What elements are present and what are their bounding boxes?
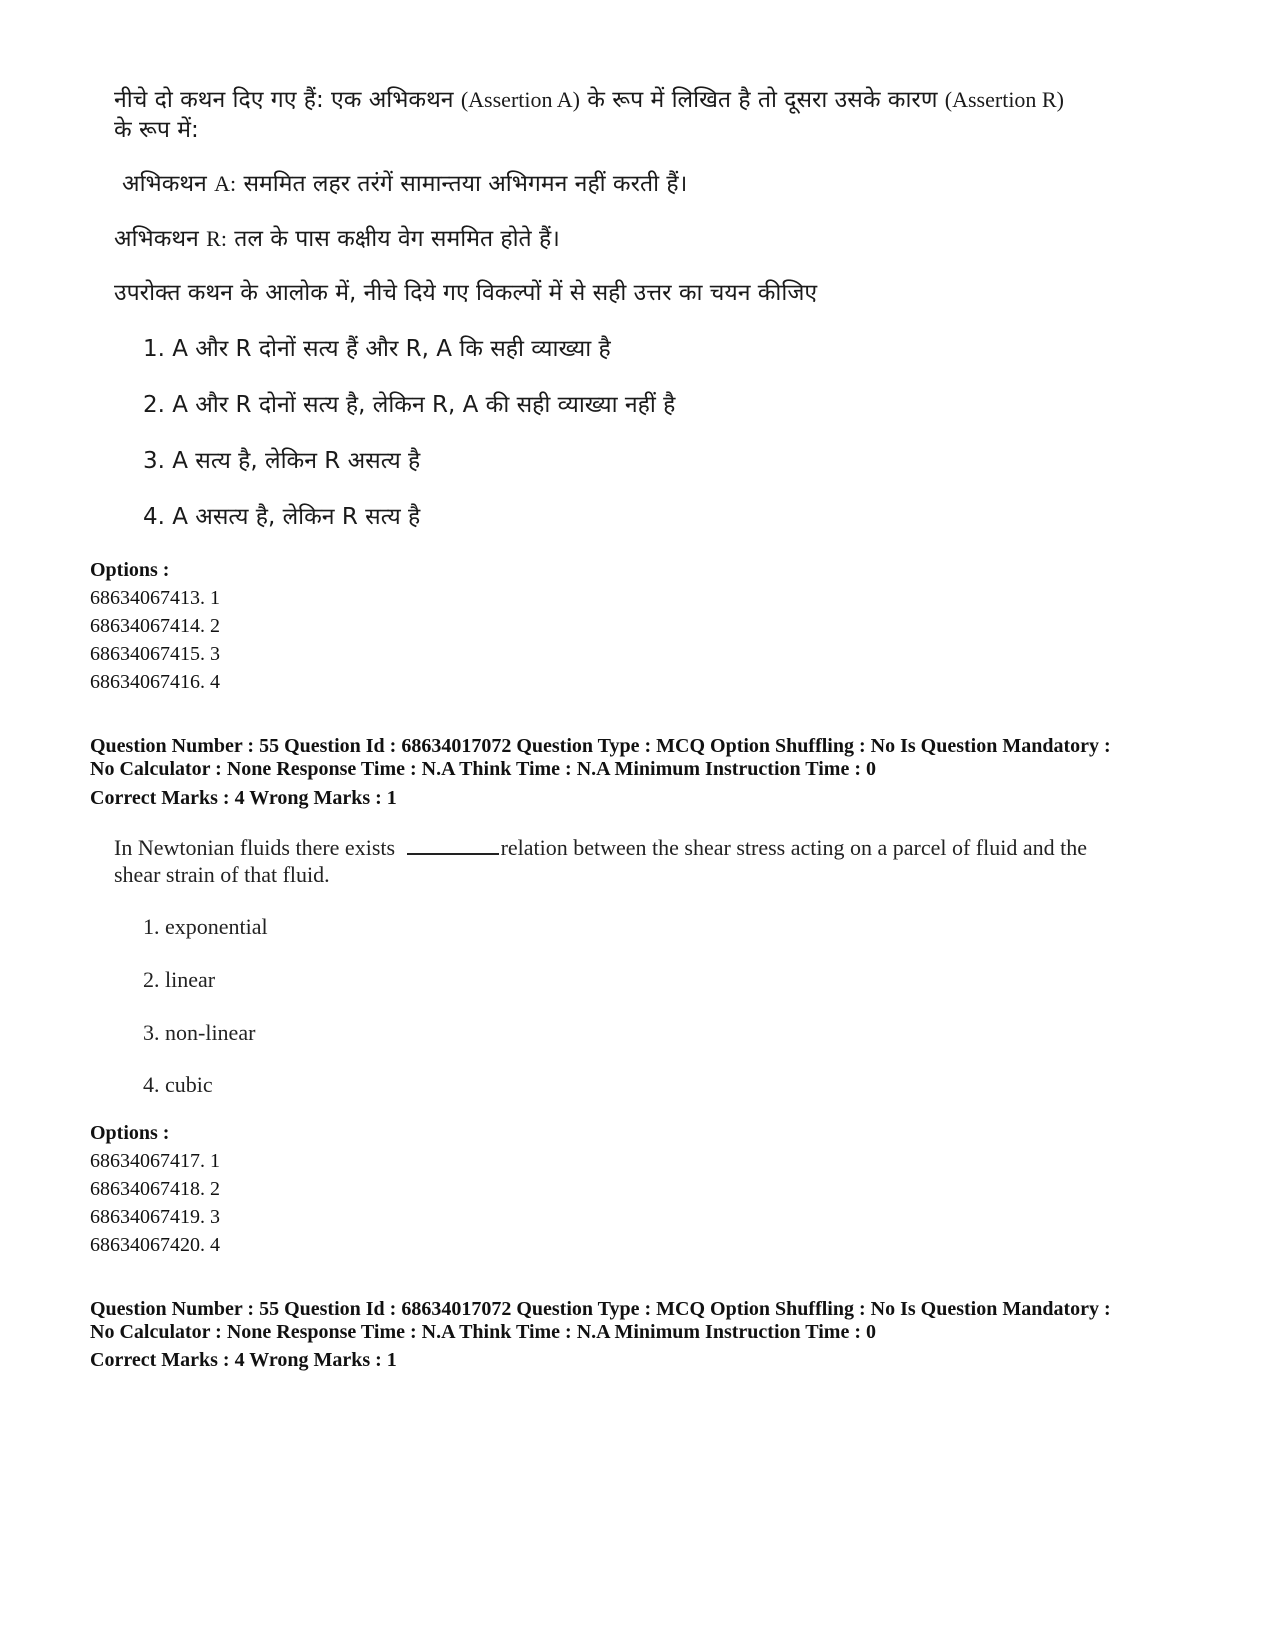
q56-meta-line1: Question Number : 55 Question Id : 68634017072 Question Type : MCQ Option Shuffling : No Is Question Mandatory : xyxy=(90,1298,1111,1320)
q55-option-1: 68634067417. 1 xyxy=(90,1150,220,1172)
q54-choice-3: 3. A सत्य है, लेकिन R असत्य है xyxy=(143,448,421,474)
q54-choice-4: 4. A असत्य है, लेकिन R सत्य है xyxy=(143,504,421,530)
q54-option-4: 68634067416. 4 xyxy=(90,671,220,693)
q54-assertion-r: अभिकथन R: तल के पास कक्षीय वेग सममित होते हैं। xyxy=(114,226,560,252)
q55-options-label: Options : xyxy=(90,1122,170,1144)
answer-blank xyxy=(407,835,499,855)
q55-option-2: 68634067418. 2 xyxy=(90,1178,220,1200)
q55-choice-1: 1. exponential xyxy=(143,914,268,939)
q55-choice-3: 3. non-linear xyxy=(143,1020,256,1045)
q54-instruction: उपरोक्त कथन के आलोक में, नीचे दिये गए विकल्पों में से सही उत्तर का चयन कीजिए xyxy=(114,280,818,306)
q54-stem-line2: के रूप में: xyxy=(114,117,199,143)
q55-option-3: 68634067419. 3 xyxy=(90,1206,220,1228)
q54-assertion-a: अभिकथन A: सममित लहर तरंगें सामान्तया अभिगमन नहीं करती हैं। xyxy=(122,171,688,197)
q55-meta-line2: No Calculator : None Response Time : N.A Think Time : N.A Minimum Instruction Time : 0 xyxy=(90,758,876,780)
q56-meta-line2: No Calculator : None Response Time : N.A Think Time : N.A Minimum Instruction Time : 0 xyxy=(90,1321,876,1343)
q54-option-1: 68634067413. 1 xyxy=(90,587,220,609)
q54-option-2: 68634067414. 2 xyxy=(90,615,220,637)
q55-stem-line2: shear strain of that fluid. xyxy=(114,862,330,887)
q54-choice-2: 2. A और R दोनों सत्य है, लेकिन R, A की सही व्याख्या नहीं है xyxy=(143,392,676,418)
q55-choice-2: 2. linear xyxy=(143,967,216,992)
q54-choice-1: 1. A और R दोनों सत्य हैं और R, A कि सही व्याख्या है xyxy=(143,336,611,362)
q55-option-4: 68634067420. 4 xyxy=(90,1234,220,1256)
q54-options-label: Options : xyxy=(90,559,170,581)
q55-choice-4: 4. cubic xyxy=(143,1072,213,1097)
q55-meta-line1: Question Number : 55 Question Id : 68634017072 Question Type : MCQ Option Shuffling : No Is Question Mandatory : xyxy=(90,735,1111,757)
q55-stem-line1: In Newtonian fluids there exists relation between the shear stress acting on a parcel of fluid and the xyxy=(114,835,1087,860)
q55-marks: Correct Marks : 4 Wrong Marks : 1 xyxy=(90,787,397,809)
q54-stem-line1: नीचे दो कथन दिए गए हैं: एक अभिकथन (Assertion A) के रूप में लिखित है तो दूसरा उसके कारण (Assertion R) xyxy=(114,87,1064,113)
q54-option-3: 68634067415. 3 xyxy=(90,643,220,665)
q56-marks: Correct Marks : 4 Wrong Marks : 1 xyxy=(90,1349,397,1371)
